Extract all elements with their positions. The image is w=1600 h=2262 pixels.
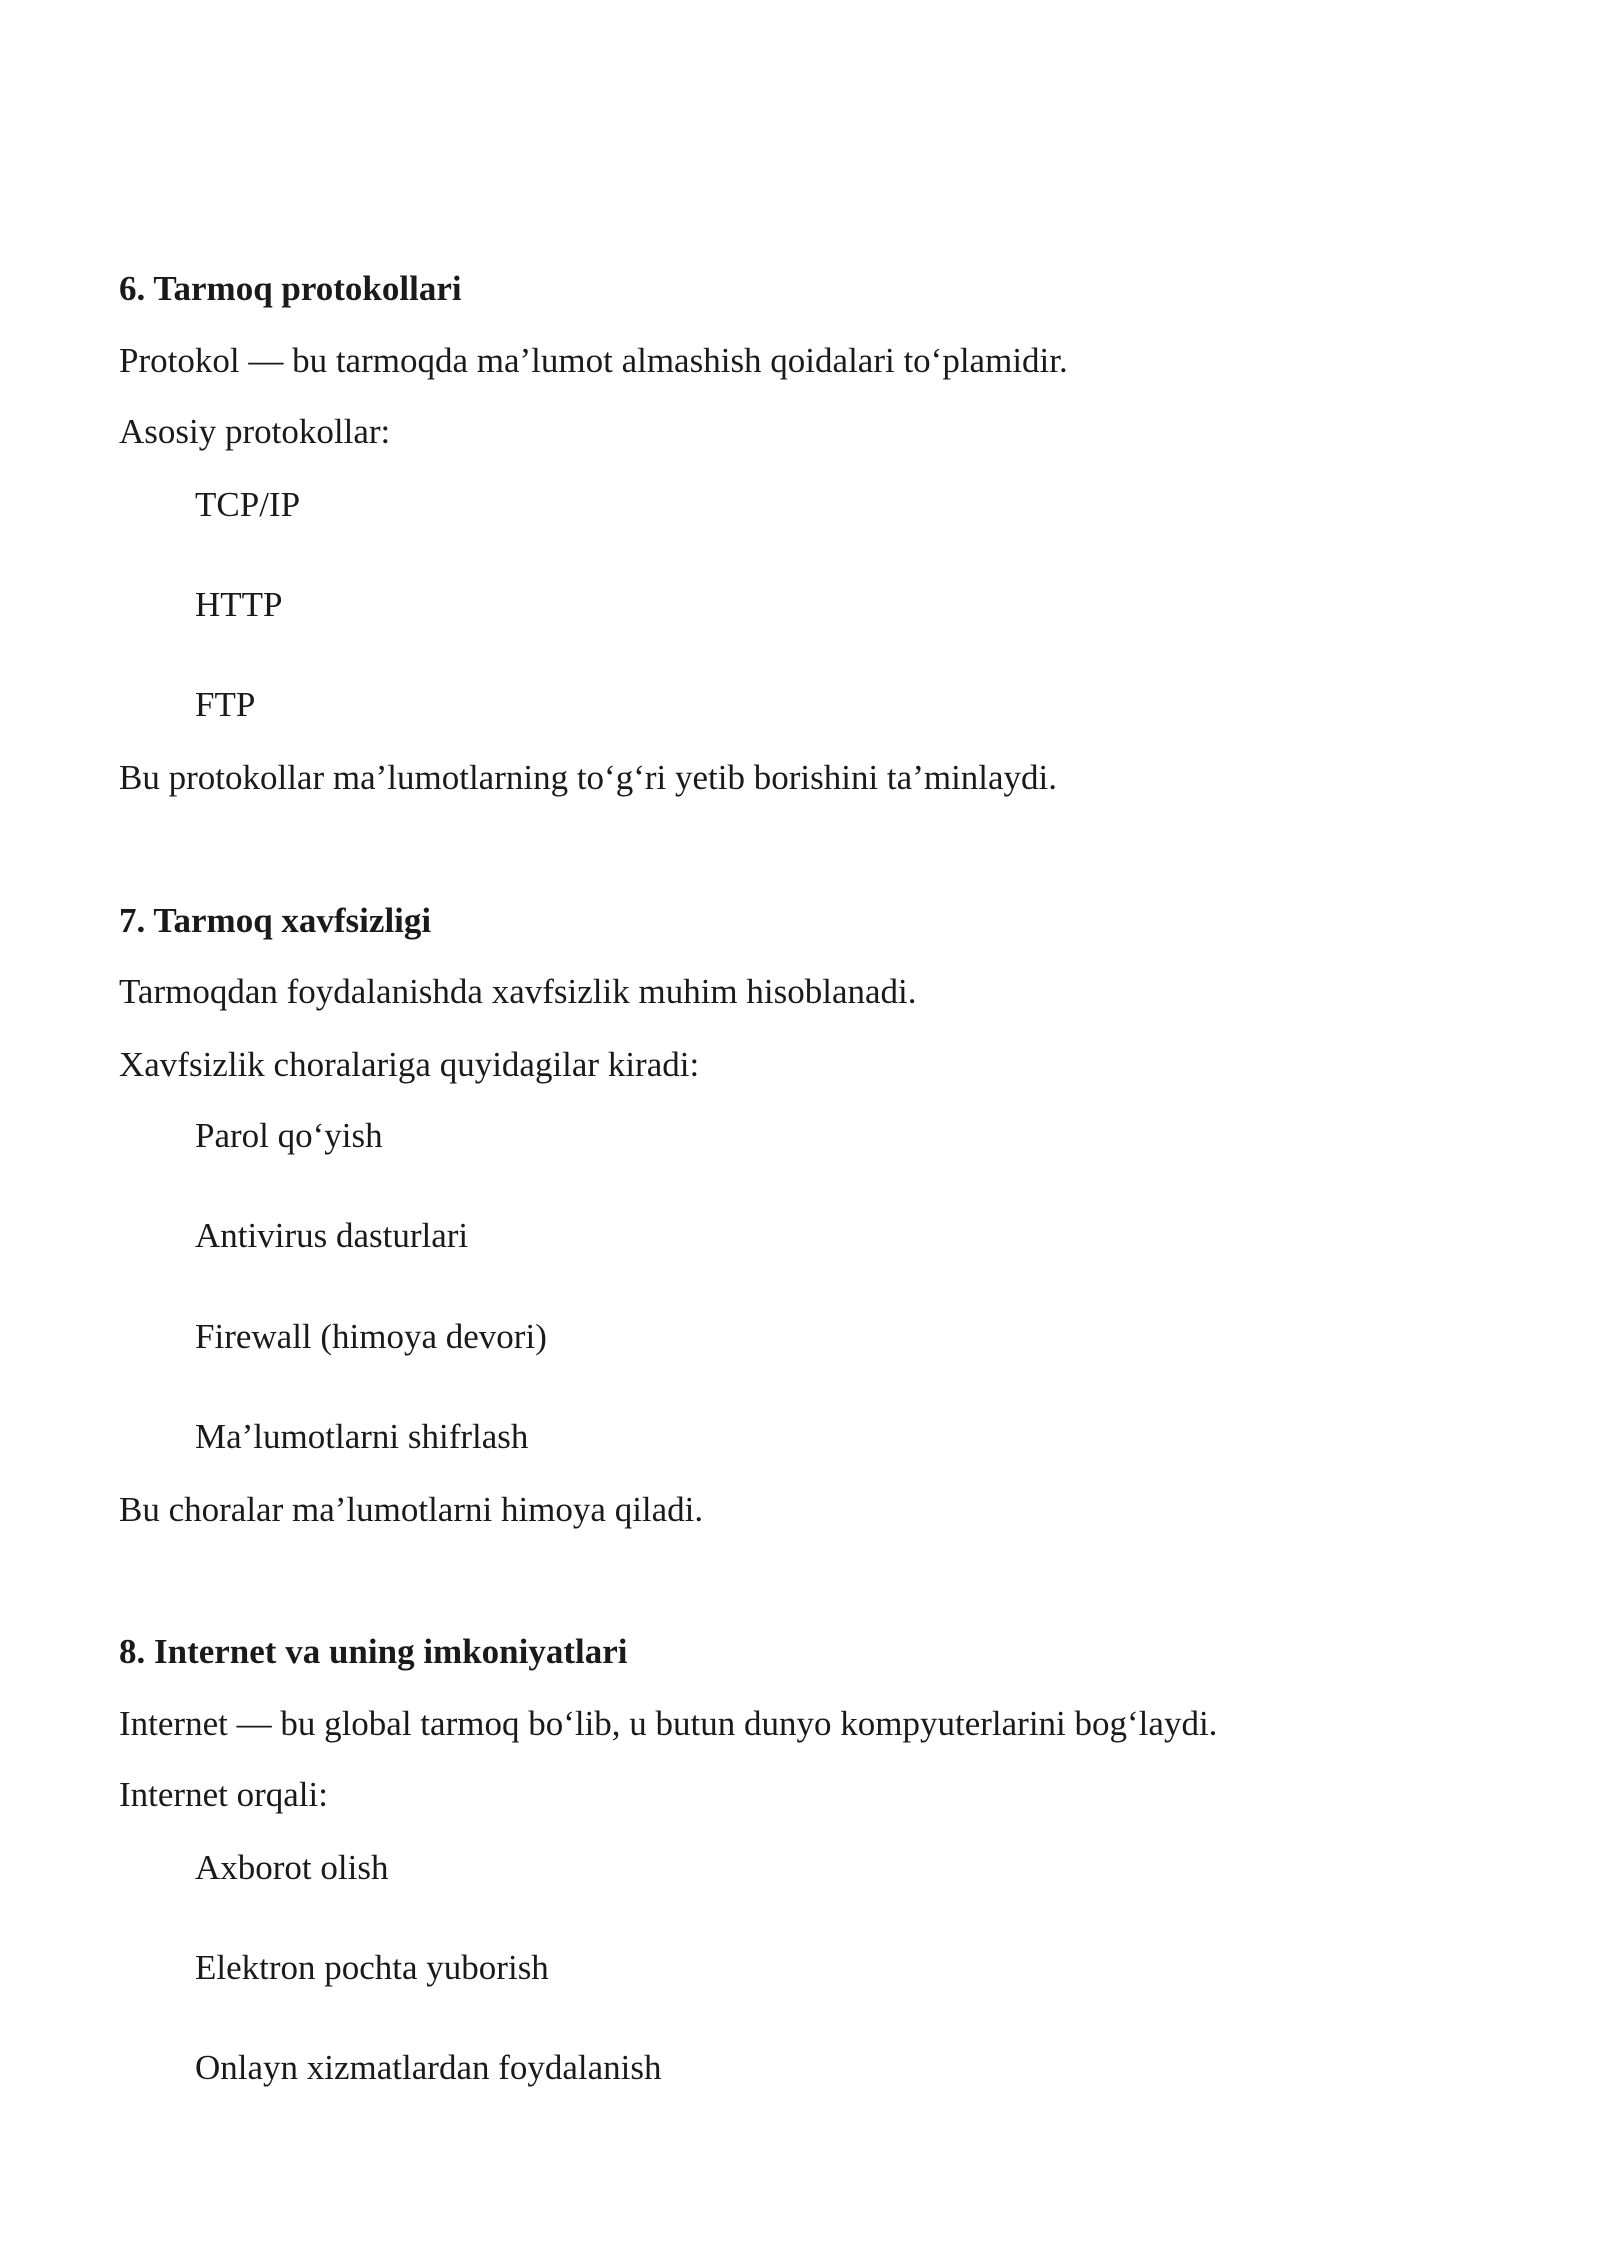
list-item: TCP/IP	[195, 485, 301, 524]
paragraph: Asosiy protokollar:	[119, 412, 391, 451]
section-heading: 7. Tarmoq xavfsizligi	[119, 901, 432, 940]
paragraph: Protokol — bu tarmoqda ma’lumot almashish qoidalari to‘plamidir.	[119, 341, 1068, 380]
list-item: FTP	[195, 685, 256, 724]
paragraph: Internet — bu global tarmoq bo‘lib, u butun dunyo kompyuterlarini bog‘laydi.	[119, 1704, 1218, 1743]
paragraph: Bu choralar ma’lumotlarni himoya qiladi.	[119, 1490, 704, 1529]
list-item: Elektron pochta yuborish	[195, 1948, 549, 1987]
section-heading: 6. Tarmoq protokollari	[119, 269, 462, 308]
paragraph: Bu protokollar ma’lumotlarning to‘g‘ri yetib borishini ta’minlaydi.	[119, 758, 1058, 797]
list-item: Ma’lumotlarni shifrlash	[195, 1417, 529, 1456]
list-item: Onlayn xizmatlardan foydalanish	[195, 2048, 662, 2087]
paragraph: Internet orqali:	[119, 1775, 328, 1814]
list-item: HTTP	[195, 585, 283, 624]
paragraph: Tarmoqdan foydalanishda xavfsizlik muhim hisoblanadi.	[119, 972, 917, 1011]
section-heading: 8. Internet va uning imkoniyatlari	[119, 1632, 628, 1671]
list-item: Axborot olish	[195, 1848, 389, 1887]
paragraph: Xavfsizlik choralariga quyidagilar kiradi:	[119, 1045, 700, 1084]
list-item: Antivirus dasturlari	[195, 1216, 469, 1255]
list-item: Parol qo‘yish	[195, 1116, 383, 1155]
list-item: Firewall (himoya devori)	[195, 1317, 547, 1356]
